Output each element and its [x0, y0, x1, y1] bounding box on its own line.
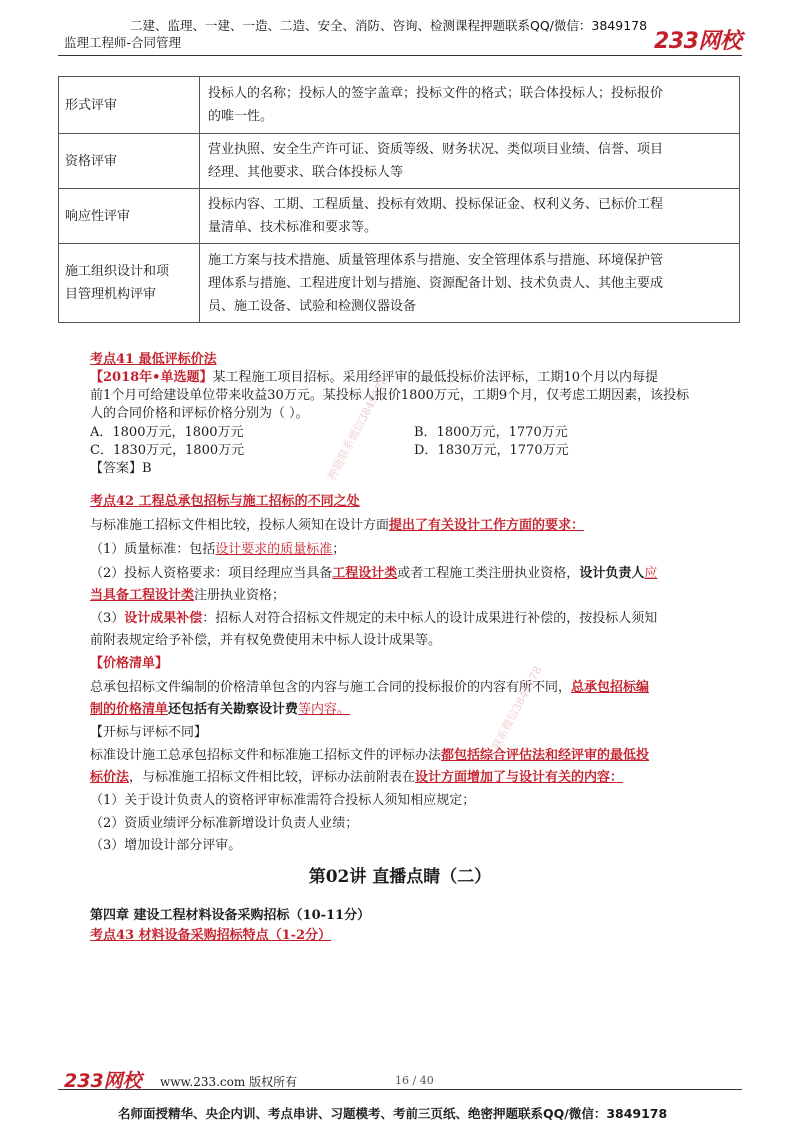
row-content: 施工方案与技术措施、质量管理体系与措施、安全管理体系与措施、环境保护管 理体系与措施、工程进度计划与措施、资源配备计划、技术负责人、其他主要成 员、施工设备、试验和检测仪器设备 [200, 244, 740, 323]
header-divider [58, 55, 742, 56]
table-row [59, 189, 740, 244]
eval-item-3: （3）增加设计部分评审。 [90, 838, 242, 853]
kp42-item-2-cont: 当具备工程设计类注册执业资格； [90, 588, 286, 603]
kp41-title: 考点41 最低评标价法 [90, 352, 217, 367]
row-content: 营业执照、安全生产许可证、资质等级、财务状况、类似项目业绩、信誉、项目 经理、其他要求、联合体投标人等 [200, 134, 740, 189]
kp42-title: 考点42 工程总承包招标与施工招标的不同之处 [90, 494, 360, 509]
kp41-question-line-1: 【2018年•单选题】某工程施工项目招标。采用经评审的最低投标价法评标，工期10个月以内每提 [90, 370, 659, 385]
lecture-title: 第02讲 直播点睛（二） [308, 867, 492, 887]
watermark: 联系微信3849178 [489, 664, 545, 753]
row-content: 投标人的名称；投标人的签字盖章；投标文件的格式；联合体投标人；投标报价 的唯一性。 [200, 77, 740, 134]
kp42-item-1: （1）质量标准：包括设计要求的质量标准； [90, 542, 346, 557]
price-list-text: 总承包招标文件编制的价格清单包含的内容与施工合同的投标报价的内容有所不同，总承包招标编 [90, 680, 650, 695]
row-label: 资格评审 [59, 134, 200, 189]
row-label: 形式评审 [59, 77, 200, 134]
kp42-item-3: （3）设计成果补偿：招标人对符合招标文件规定的未中标人的设计成果进行补偿的，按投标人须知 [90, 611, 658, 626]
top-banner: 二建、监理、一建、一造、二造、安全、消防、咨询、检测课程押题联系QQ/微信：3849178 [130, 18, 648, 33]
price-list-text-cont: 制的价格清单还包括有关勘察设计费等内容。 [90, 702, 351, 717]
page-number: 16 / 40 [395, 1074, 434, 1087]
price-list-tag: 【价格清单】 [90, 656, 169, 671]
table-row [59, 134, 740, 189]
row-content: 投标内容、工期、工程质量、投标有效期、投标保证金、权利义务、已标价工程 量清单、技术标准和要求等。 [200, 189, 740, 244]
footer-logo: 233网校 [64, 1070, 142, 1092]
footer-site: www.233.com 版权所有 [160, 1075, 298, 1089]
option-a: A．1800万元，1800万元 [90, 425, 244, 440]
bottom-banner: 名师面授精华、央企内训、考点串讲、习题模考、考前三页纸、绝密押题联系QQ/微信：3849178 [118, 1106, 668, 1121]
document-subject: 监理工程师-合同管理 [64, 35, 182, 50]
brand-logo: 233网校 [654, 29, 742, 54]
answer: 【答案】B [90, 461, 152, 476]
question-tag: 【2018年•单选题】 [90, 370, 213, 385]
option-c: C．1830万元，1800万元 [90, 443, 245, 458]
footer-divider [58, 1089, 742, 1090]
kp43-title: 考点43 材料设备采购招标特点（1-2分） [90, 928, 332, 943]
kp42-item-3-cont: 前附表规定给予补偿，并有权免费使用未中标人设计成果等。 [90, 633, 442, 648]
row-label: 响应性评审 [59, 189, 200, 244]
eval-item-1: （1）关于设计负责人的资格评审标准需符合投标人须知相应规定； [90, 793, 476, 808]
review-criteria-table [58, 76, 740, 323]
kp42-intro: 与标准施工招标文件相比较，投标人须知在设计方面提出了有关设计工作方面的要求： [90, 518, 585, 533]
eval-text: 标准设计施工总承包招标文件和标准施工招标文件的评标办法都包括综合评估法和经评审的最低投 [90, 748, 650, 763]
chapter-title: 第四章 建设工程材料设备采购招标（10-11分） [90, 908, 371, 923]
table-row [59, 244, 740, 323]
eval-text-cont: 标价法，与标准施工招标文件相比较，评标办法前附表在设计方面增加了与设计有关的内容： [90, 770, 624, 785]
option-b: B．1800万元，1770万元 [414, 425, 568, 440]
row-label: 施工组织设计和项 目管理机构评审 [59, 244, 200, 323]
kp42-item-2: （2）投标人资格要求：项目经理应当具备工程设计类或者工程施工类注册执业资格，设计负责人应 [90, 566, 658, 581]
kp41-question-line-2: 前1个月可给建设单位带来收益30万元。某投标人报价1800万元，工期9个月，仅考虑工期因素，该投标 [90, 388, 690, 403]
option-d: D．1830万元，1770万元 [414, 443, 569, 458]
watermark: 押题联系微信3849178 [325, 374, 391, 483]
eval-item-2: （2）资质业绩评分标准新增设计负责人业绩； [90, 816, 359, 831]
table-row [59, 77, 740, 134]
eval-tag: 【开标与评标不同】 [90, 725, 208, 740]
kp41-question-line-3: 人的合同价格和评标价格分别为（ ）。 [90, 406, 309, 421]
